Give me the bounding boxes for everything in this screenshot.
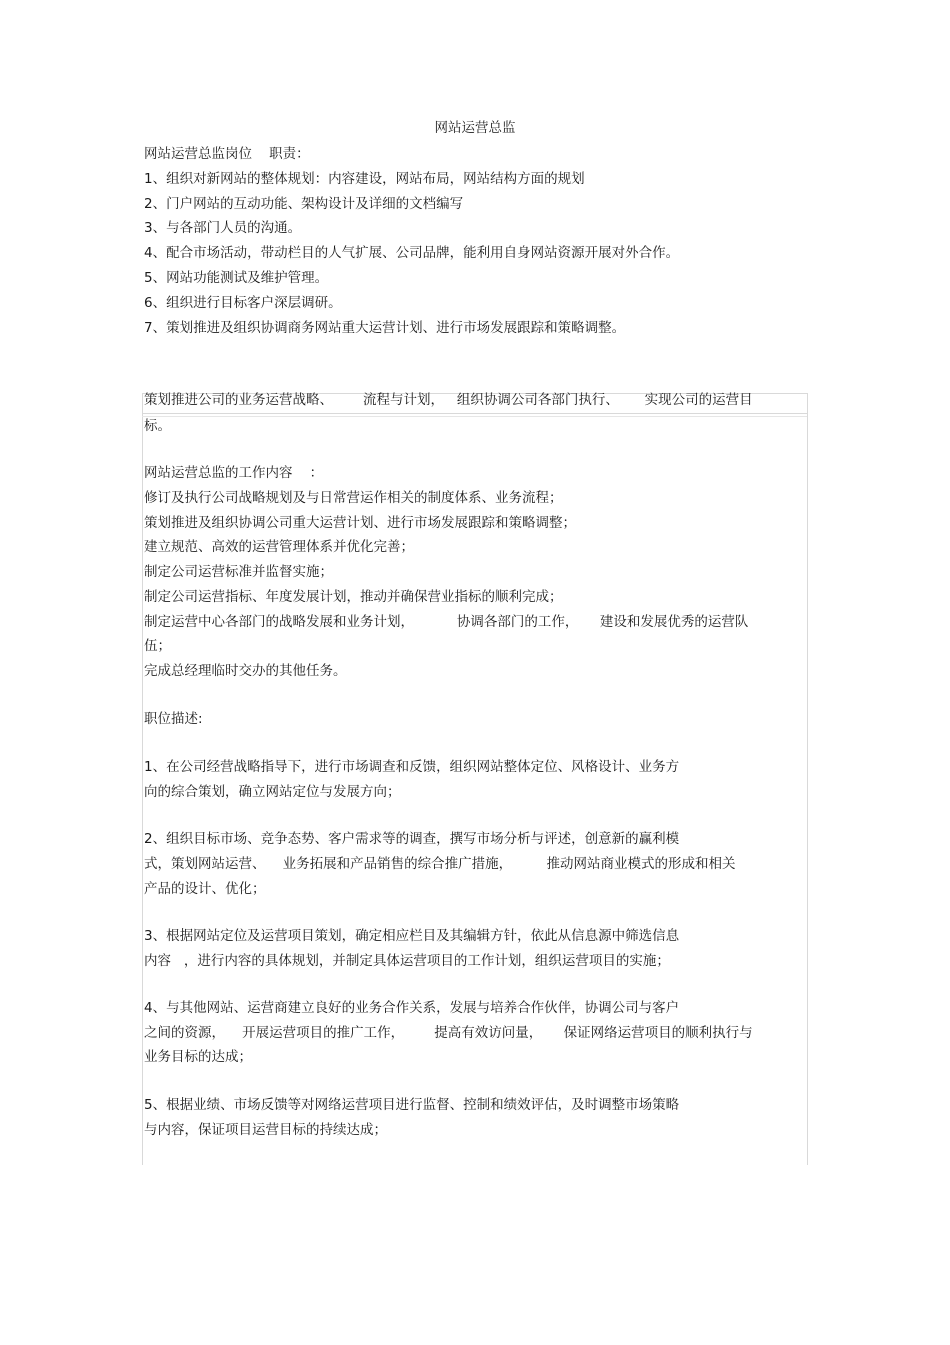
desc-paragraph-line: 2、组织目标市场、竞争态势、客户需求等的调查，撰写市场分析与评述，创意新的赢利模	[144, 831, 680, 847]
desc-paragraph-line: 产品的设计、优化；	[144, 881, 266, 897]
work-item: 制定公司运营指标、年度发展计划，推动并确保营业指标的顺利完成；	[144, 589, 563, 605]
work-item: 制定公司运营标准并监督实施；	[144, 564, 333, 580]
desc-paragraph-line: 业务目标的达成；	[144, 1049, 252, 1065]
desc-paragraph-line: 式，策划网站运营、 业务拓展和产品销售的综合推广措施， 推动网站商业模式的形成和相关	[144, 856, 736, 872]
desc-paragraph-line: 4、与其他网站、运营商建立良好的业务合作关系，发展与培养合作伙伴，协调公司与客户	[144, 1000, 680, 1016]
duty-item: 5、网站功能测试及维护管理。	[144, 270, 329, 286]
duties-heading: 网站运营总监岗位 职责：	[144, 146, 310, 162]
frame-rule-2	[142, 413, 807, 414]
desc-paragraph-line: 1、在公司经营战略指导下，进行市场调查和反馈，组织网站整体定位、风格设计、业务方	[144, 759, 680, 775]
duty-item: 1、组织对新网站的整体规划：内容建设，网站布局，网站结构方面的规划	[144, 171, 585, 187]
desc-paragraph-line: 3、根据网站定位及运营项目策划，确定相应栏目及其编辑方针，依此从信息源中筛选信息	[144, 928, 680, 944]
desc-paragraph-line: 之间的资源， 开展运营项目的推广工作， 提高有效访问量， 保证网络运营项目的顺利执行与	[144, 1025, 753, 1041]
work-item: 策划推进及组织协调公司重大运营计划、进行市场发展跟踪和策略调整；	[144, 515, 576, 531]
desc-paragraph-line: 5、根据业绩、市场反馈等对网络运营项目进行监督、控制和绩效评估，及时调整市场策略	[144, 1097, 680, 1113]
duty-item: 4、配合市场活动，带动栏目的人气扩展、公司品牌，能利用自身网站资源开展对外合作。	[144, 245, 680, 261]
duty-item: 3、与各部门人员的沟通。	[144, 220, 302, 236]
document-title: 网站运营总监	[434, 120, 516, 136]
work-item: 建立规范、高效的运营管理体系并优化完善；	[144, 539, 414, 555]
work-item: 制定运营中心各部门的战略发展和业务计划， 协调各部门的工作， 建设和发展优秀的运营队	[144, 614, 749, 630]
desc-heading: 职位描述:	[144, 711, 203, 727]
desc-paragraph-line: 向的综合策划，确立网站定位与发展方向；	[144, 784, 401, 800]
summary-line: 策划推进公司的业务运营战略、 流程与计划， 组织协调公司各部门执行、 实现公司的运营目	[144, 392, 753, 408]
work-item: 完成总经理临时交办的其他任务。	[144, 663, 347, 679]
duty-item: 7、策划推进及组织协调商务网站重大运营计划、进行市场发展跟踪和策略调整。	[144, 320, 626, 336]
duty-item: 6、组织进行目标客户深层调研。	[144, 295, 342, 311]
desc-paragraph-line: 内容 ，进行内容的具体规划，并制定具体运营项目的工作计划，组织运营项目的实施；	[144, 953, 670, 969]
frame-rule-3	[142, 416, 807, 417]
work-item: 修订及执行公司战略规划及与日常营运作相关的制度体系、业务流程；	[144, 490, 563, 506]
duty-item: 2、门户网站的互动功能、架构设计及详细的文档编写	[144, 196, 464, 212]
work-heading: 网站运营总监的工作内容 ：	[144, 465, 324, 481]
desc-paragraph-line: 与内容，保证项目运营目标的持续达成；	[144, 1122, 387, 1138]
work-item: 伍；	[144, 638, 171, 654]
summary-line: 标。	[144, 418, 171, 434]
